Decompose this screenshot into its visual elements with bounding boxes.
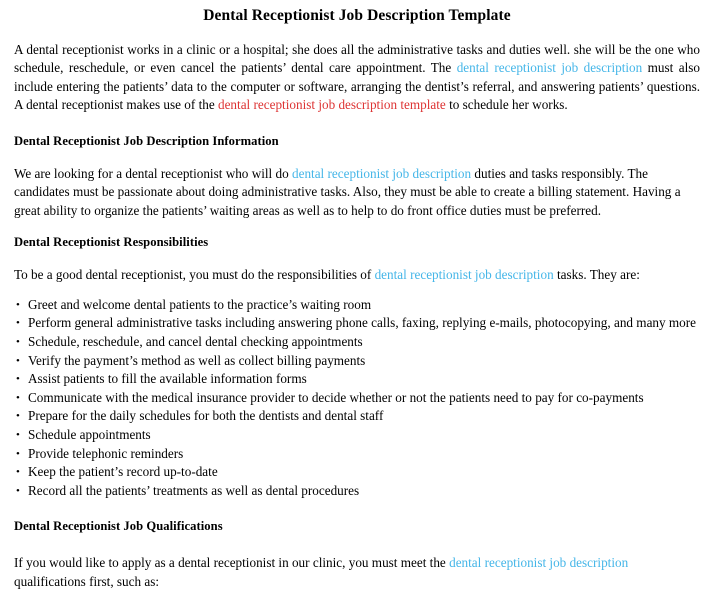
list-item: [0, 463, 700, 482]
information-paragraph: [0, 165, 714, 221]
list-item-label: Schedule, reschedule, and cancel dental checking appointments: [28, 334, 363, 349]
qualifications-text-part-2: qualifications first, such as:: [14, 573, 160, 589]
bullet-dot-icon: •: [16, 447, 20, 460]
information-text-part-1: We are looking for a dental receptionist who will do: [14, 165, 292, 181]
bullet-dot-icon: •: [16, 298, 20, 311]
spacer: [0, 535, 714, 554]
list-item: [0, 333, 700, 352]
list-item: [0, 389, 700, 408]
list-item-label: Provide telephonic reminders: [28, 445, 184, 461]
heading-responsibilities: Dental Receptionist Responsibilities: [14, 235, 209, 250]
spacer: [0, 115, 714, 134]
link-dental-receptionist-job-description-template[interactable]: dental receptionist job description template: [217, 97, 446, 113]
list-item-label: Keep the patient’s record up-to-date: [28, 464, 218, 480]
intro-text-part-1: A dental receptionist works in a clinic or a hospital; she does all the administrative tasks and duties well. she will be the one who schedule, reschedule, or even cancel the patients’ dental care appointment. The: [14, 41, 700, 76]
list-item-label: Perform general administrative tasks including answering phone calls, faxing, replying e-mails, photocopying, and many more: [28, 315, 696, 331]
bullet-dot-icon: •: [16, 466, 20, 479]
list-item: [0, 426, 700, 445]
list-item: [0, 482, 700, 501]
responsibilities-text-part-1: To be a good dental receptionist, you must do the responsibilities of: [14, 267, 375, 283]
list-item-label: Assist patients to fill the available information forms: [28, 371, 307, 387]
spacer: [0, 220, 714, 235]
document-page: [0, 7, 714, 605]
link-dental-receptionist-job-description-4[interactable]: dental receptionist job description: [449, 555, 629, 571]
bullet-dot-icon: •: [16, 317, 20, 330]
bullet-dot-icon: •: [16, 336, 20, 348]
intro-text-part-3: to schedule her works.: [445, 97, 568, 113]
spacer: [0, 285, 714, 296]
spacer: [0, 26, 714, 41]
intro-paragraph: [0, 41, 714, 115]
spacer: [0, 150, 714, 165]
list-item: [0, 445, 700, 464]
intro-text-part-2: must also include entering the patients’ data to the computer or software, arranging the dentist’s referral, and answering patients’ questions. A dental receptionist makes use of the: [14, 60, 700, 113]
list-item: [0, 296, 700, 315]
responsibilities-intro-paragraph: [0, 266, 714, 285]
list-item-label: Record all the patients’ treatments as well as dental procedures: [28, 482, 360, 498]
responsibilities-list: [0, 296, 714, 501]
list-item: [0, 352, 700, 371]
list-item: [0, 314, 700, 333]
link-dental-receptionist-job-description-2[interactable]: dental receptionist job description: [292, 165, 472, 181]
list-item-label: Greet and welcome dental patients to the practice’s waiting room: [28, 296, 372, 312]
qualifications-paragraph: [0, 554, 714, 591]
information-text-part-2: duties and tasks responsibly. The candidates must be passionate about doing administrative tasks. Also, they must be able to create a billing statement. Having a great ability to organize the patients’ waiting areas as well as to help to do front office duties must be preferred.: [14, 165, 681, 218]
bullet-dot-icon: •: [16, 484, 20, 497]
heading-job-description-information: Dental Receptionist Job Description Information: [14, 133, 279, 148]
responsibilities-text-part-2: tasks. They are:: [553, 267, 640, 283]
bullet-dot-icon: •: [16, 391, 20, 404]
bullet-dot-icon: •: [16, 410, 20, 423]
bullet-dot-icon: •: [16, 428, 20, 441]
list-item-label: Schedule appointments: [28, 426, 151, 442]
qualifications-text-part-1: If you would like to apply as a dental receptionist in our clinic, you must meet the: [14, 555, 450, 571]
heading-job-qualifications: Dental Receptionist Job Qualifications: [14, 519, 223, 534]
link-dental-receptionist-job-description-3[interactable]: dental receptionist job description: [374, 267, 554, 283]
list-item-label: Verify the payment’s method as well as collect billing payments: [28, 352, 366, 368]
list-item: [0, 407, 700, 426]
bullet-dot-icon: •: [16, 373, 20, 386]
list-item-label: Prepare for the daily schedules for both the dentists and dental staff: [28, 408, 384, 424]
spacer: [0, 500, 714, 519]
page-title: Dental Receptionist Job Description Template: [203, 7, 511, 24]
bullet-dot-icon: •: [16, 354, 20, 367]
link-dental-receptionist-job-description-1[interactable]: dental receptionist job description: [456, 60, 643, 76]
list-item: [0, 370, 700, 389]
list-item-label: Communicate with the medical insurance provider to decide whether or not the patients need to pay for co-payments: [28, 389, 644, 405]
spacer: [0, 251, 714, 266]
